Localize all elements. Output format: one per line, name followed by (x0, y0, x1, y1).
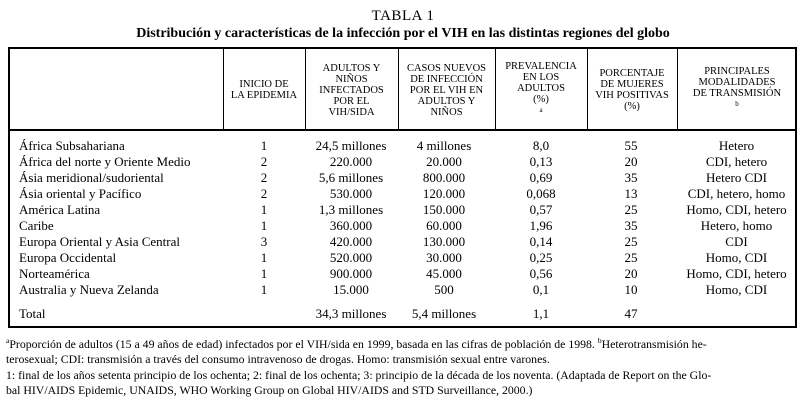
footnote-line: 1: final de los años setenta principio de los ochenta; 2: final de los ochenta; 3: principio de la década de los noventa. (Adaptada de Report on the Glo- (6, 367, 712, 382)
table-footnotes (6, 333, 802, 399)
prevalence: 0,14 (529, 234, 553, 249)
region-name: África del norte y Oriente Medio (19, 154, 191, 169)
prevalence: 0,57 (529, 202, 553, 217)
table-row (10, 218, 795, 234)
footnote-line: $^a$Proporción de adultos (15 a 49 años de edad) infectados por el VIH/sida en 1999, basada en las cifras de población de 1998. $^b$Heterotransmisión he- (6, 336, 707, 351)
infected-count: 220.000 (329, 154, 373, 169)
table-title: Distribución y características de la infección por el VIH en las distintas regiones del globo (136, 26, 670, 41)
footnote-mark-b: b (735, 100, 739, 109)
epidemic-start: 2 (260, 186, 268, 201)
prevalence: 0,56 (529, 266, 553, 281)
table-row (10, 234, 795, 250)
new-cases: 20.000 (426, 154, 462, 169)
table-label: TABLA 1 (371, 8, 435, 24)
total-new-cases: 5,4 millones (411, 306, 477, 321)
total-prevalence: 1,1 (532, 306, 550, 321)
header-new-cases: CASOS NUEVOS DE INFECCIÓN POR EL VIH EN ADULTOS Y NIÑOS (406, 62, 487, 118)
region-name: Europa Oriental y Asia Central (19, 234, 181, 249)
table-row (10, 282, 795, 298)
women-percent: 10 (624, 282, 638, 297)
new-cases: 500 (434, 282, 454, 297)
footnote-mark-a: a (539, 105, 543, 114)
table-row (10, 170, 795, 186)
transmission-mode: CDI (725, 234, 748, 249)
women-percent: 35 (624, 218, 638, 233)
new-cases: 120.000 (422, 186, 466, 201)
table-row (10, 266, 795, 282)
region-name: Europa Occidental (19, 250, 117, 265)
new-cases: 45.000 (426, 266, 462, 281)
women-percent: 25 (624, 202, 638, 217)
region-name: Norteamérica (19, 266, 90, 281)
prevalence: 0,25 (529, 250, 553, 265)
infected-count: 530.000 (329, 186, 373, 201)
epidemic-start: 2 (260, 154, 268, 169)
header-prevalence: PREVALENCIA EN LOS ADULTOS (%) $^a$ (505, 60, 577, 114)
epidemic-start: 2 (260, 170, 268, 185)
infected-count: 24,5 millones (315, 138, 387, 153)
epidemic-start: 1 (260, 138, 268, 153)
epidemic-start: 1 (260, 282, 268, 297)
women-percent: 25 (624, 234, 638, 249)
infected-count: 420.000 (329, 234, 373, 249)
table-row (10, 138, 795, 154)
total-row (10, 306, 795, 322)
transmission-mode: Homo, CDI, hetero (686, 266, 787, 281)
epidemic-start: 1 (260, 250, 268, 265)
prevalence: 0,69 (529, 170, 553, 185)
table-row (10, 250, 795, 266)
header-women-percent: PORCENTAJE DE MUJERES VIH POSITIVAS (%) (595, 68, 669, 112)
table-row (10, 186, 795, 202)
header-adults-children: ADULTOS Y NIÑOS INFECTADOS POR EL VIH/SIDA (319, 62, 384, 118)
transmission-mode: Homo, CDI, hetero (686, 202, 787, 217)
new-cases: 60.000 (426, 218, 462, 233)
epidemic-start: 1 (260, 202, 268, 217)
total-infected: 34,3 millones (315, 306, 387, 321)
region-name: Ásia meridional/sudoriental (19, 170, 164, 185)
footnote-line: bal HIV/AIDS Epidemic, UNAIDS, WHO Working Group on Global HIV/AIDS and STD Surveillance, 2000.) (6, 383, 533, 398)
prevalence: 0,1 (532, 282, 550, 297)
women-percent: 20 (624, 266, 638, 281)
transmission-mode: Homo, CDI (705, 282, 768, 297)
prevalence: 0,13 (529, 154, 553, 169)
women-percent: 25 (624, 250, 638, 265)
prevalence: 0,068 (526, 186, 556, 201)
infected-count: 1,3 millones (318, 202, 384, 217)
epidemic-start: 1 (260, 266, 268, 281)
region-name: América Latina (19, 202, 101, 217)
total-women-percent: 47 (624, 306, 638, 321)
region-name: Australia y Nueva Zelanda (19, 282, 159, 297)
transmission-mode: Hetero (718, 138, 755, 153)
footnote-line: terosexual; CDI: transmisión a través del consumo intravenoso de drogas. Homo: transmisión sexual entre varones. (6, 352, 550, 367)
transmission-mode: CDI, hetero, homo (687, 186, 786, 201)
epidemic-start: 1 (260, 218, 268, 233)
new-cases: 130.000 (422, 234, 466, 249)
women-percent: 13 (624, 186, 638, 201)
header-rule (10, 129, 795, 131)
prevalence: 1,96 (529, 218, 553, 233)
new-cases: 800.000 (422, 170, 466, 185)
header-epidemic-start: INICIO DE LA EPIDEMIA (230, 79, 298, 101)
new-cases: 150.000 (422, 202, 466, 217)
transmission-mode: Hetero CDI (705, 170, 767, 185)
women-percent: 55 (624, 138, 638, 153)
prevalence: 8,0 (532, 138, 550, 153)
table-row (10, 154, 795, 170)
hiv-table (8, 47, 797, 328)
infected-count: 5,6 millones (318, 170, 384, 185)
transmission-mode: CDI, hetero (705, 154, 768, 169)
women-percent: 35 (624, 170, 638, 185)
transmission-mode: Homo, CDI (705, 250, 768, 265)
infected-count: 360.000 (329, 218, 373, 233)
region-name: África Subsahariana (19, 138, 125, 153)
transmission-mode: Hetero, homo (700, 218, 773, 233)
table-row (10, 202, 795, 218)
infected-count: 900.000 (329, 266, 373, 281)
new-cases: 30.000 (426, 250, 462, 265)
new-cases: 4 millones (416, 138, 472, 153)
women-percent: 20 (624, 154, 638, 169)
header-transmission-modes: PRINCIPALES MODALIDADES DE TRANSMISIÓN $^b$ (692, 66, 782, 109)
infected-count: 520.000 (329, 250, 373, 265)
infected-count: 15.000 (333, 282, 369, 297)
region-name: Ásia oriental y Pacífico (19, 186, 142, 201)
region-name: Caribe (19, 218, 54, 233)
epidemic-start: 3 (260, 234, 268, 249)
total-label: Total (19, 306, 46, 321)
